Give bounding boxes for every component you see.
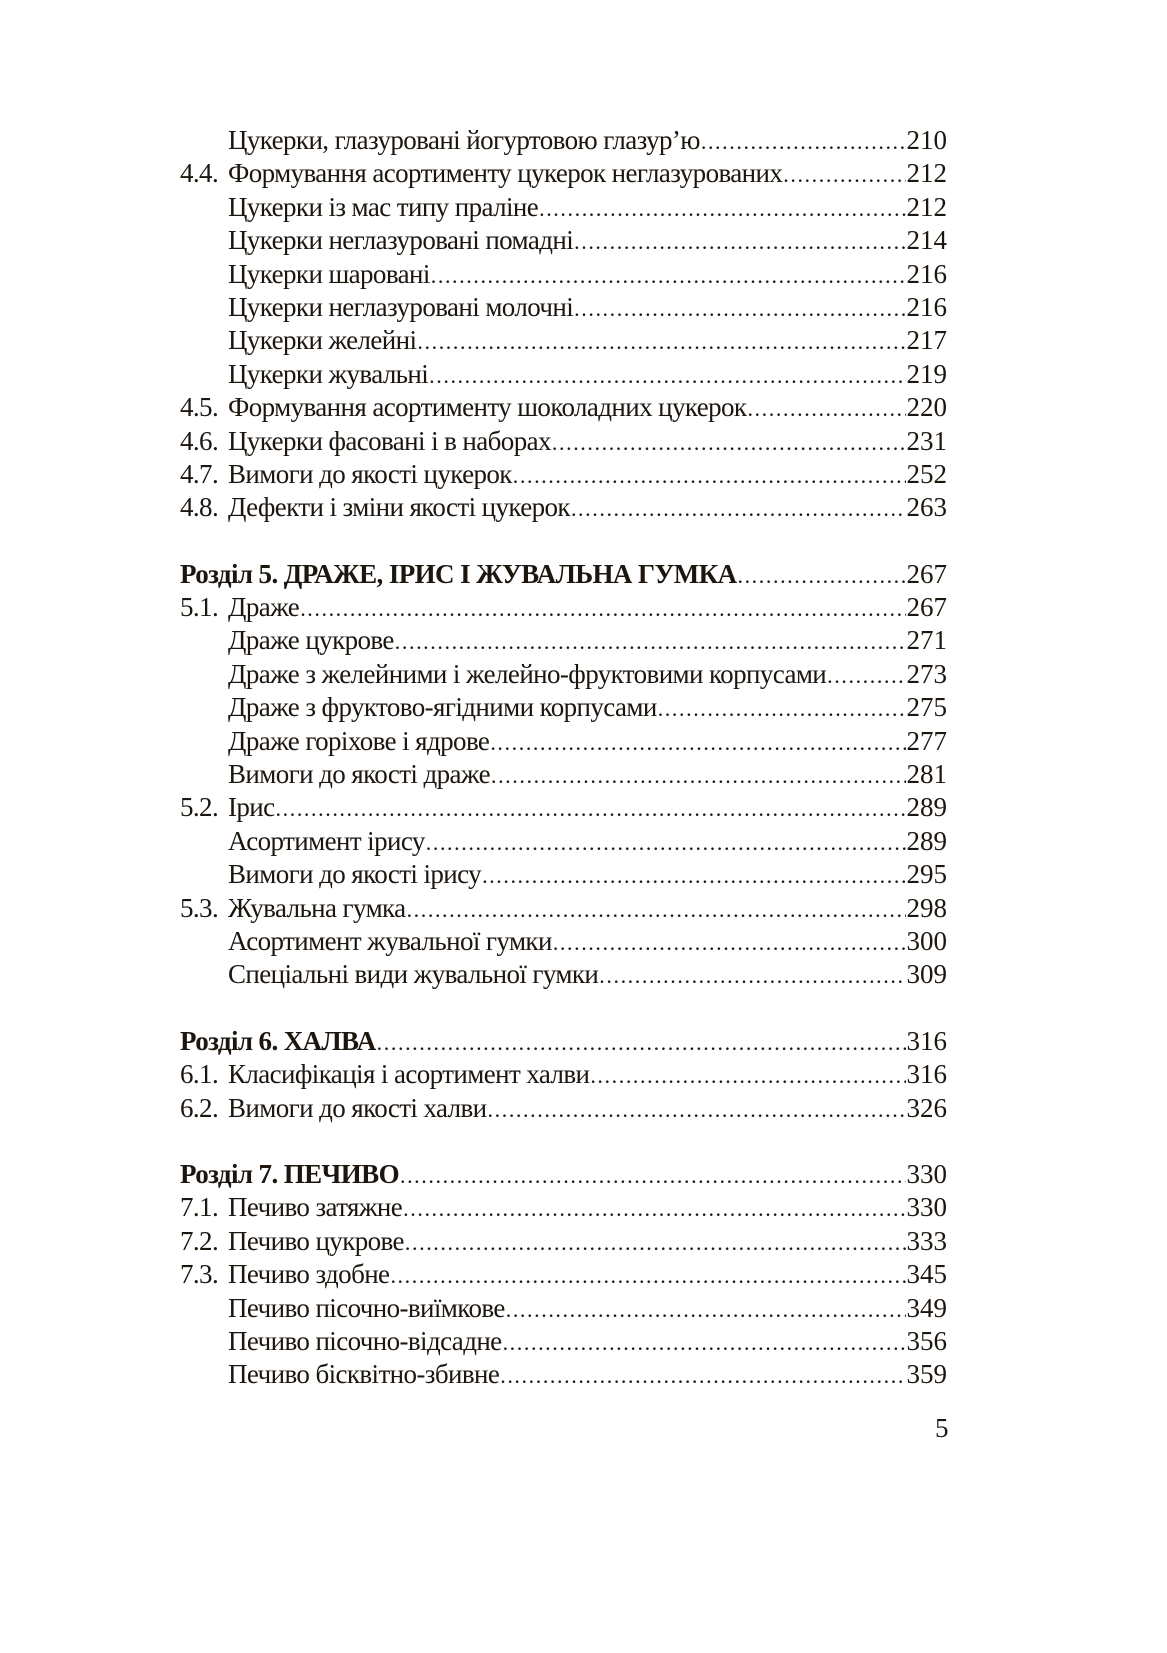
toc-entry-page: 295: [906, 859, 947, 890]
toc-entry-title: Печиво здобне: [228, 1259, 390, 1290]
toc-subsection-entry[interactable]: [180, 825, 947, 858]
toc-entry-number: 7.1.: [180, 1192, 219, 1223]
dot-leader: [482, 859, 905, 891]
toc-entry-page: 212: [906, 158, 947, 189]
toc-entry-title: Спеціальні види жувальної гумки: [228, 959, 599, 990]
toc-entry-title: Драже горіхове і ядрове: [228, 725, 490, 756]
toc-entry-page: 345: [906, 1259, 947, 1290]
toc-group-chapter-4-continued: [180, 124, 947, 525]
dot-leader: [539, 192, 905, 224]
toc-subsection-entry[interactable]: [180, 758, 947, 791]
toc-section-entry[interactable]: [180, 157, 947, 190]
toc-chapter-heading[interactable]: [180, 558, 947, 591]
toc-entry-page: 216: [906, 258, 947, 289]
toc-entry-number: 6.1.: [180, 1059, 219, 1090]
toc-entry-page: 219: [906, 358, 947, 389]
toc-entry-title: Драже цукрове: [228, 625, 394, 656]
dot-leader: [590, 1059, 905, 1091]
dot-leader: [395, 625, 906, 657]
toc-entry-title: Печиво пісочно-виїмкове: [228, 1292, 505, 1323]
toc-entry-title: Асортимент ірису: [228, 825, 425, 856]
toc-entry-title: Цукерки неглазуровані помадні: [228, 225, 574, 256]
toc-subsection-entry[interactable]: [180, 191, 947, 224]
dot-leader: [506, 1293, 906, 1325]
toc-entry-page: 273: [906, 658, 947, 689]
toc-section-entry[interactable]: [180, 1092, 947, 1125]
dot-leader: [377, 1026, 906, 1058]
dot-leader: [431, 259, 906, 291]
toc-subsection-entry[interactable]: [180, 1358, 947, 1391]
dot-leader: [403, 1192, 905, 1224]
dot-leader: [300, 592, 905, 624]
toc-entry-page: 267: [906, 592, 947, 623]
toc-section-entry[interactable]: [180, 1058, 947, 1091]
toc-entry-title: Дефекти і зміни якості цукерок: [228, 492, 570, 523]
toc-entry-page: 309: [906, 959, 947, 990]
toc-entry-page: 316: [906, 1025, 947, 1056]
toc-entry-page: 216: [906, 291, 947, 322]
toc-entry-title: Цукерки із мас типу праліне: [228, 191, 539, 222]
toc-entry-number: 5.2.: [180, 792, 219, 823]
dot-leader: [747, 392, 905, 424]
toc-entry-title: Печиво цукрове: [228, 1225, 404, 1256]
toc-subsection-entry[interactable]: [180, 324, 947, 357]
toc-entry-page: 212: [906, 191, 947, 222]
dot-leader: [737, 559, 905, 591]
toc-entry-title: Жувальна гумка: [228, 892, 406, 923]
toc-entry-title: Формування асортименту шоколадних цукерок: [228, 392, 747, 423]
toc-entry-title: Вимоги до якості драже: [228, 759, 490, 790]
toc-section-entry[interactable]: [180, 1258, 947, 1291]
toc-entry-title: Розділ 7. ПЕЧИВО: [180, 1158, 399, 1189]
dot-leader: [429, 359, 905, 391]
dot-leader: [503, 1326, 906, 1358]
toc-section-entry[interactable]: [180, 391, 947, 424]
dot-leader: [490, 726, 905, 758]
toc-entry-title: Вимоги до якості халви: [228, 1092, 487, 1123]
toc-entry-title: Розділ 5. ДРАЖЕ, ІРИС І ЖУВАЛЬНА ГУМКА: [180, 558, 737, 589]
dot-leader: [407, 893, 906, 925]
toc-entry-page: 349: [906, 1292, 947, 1323]
dot-leader: [417, 325, 905, 357]
dot-leader: [783, 158, 905, 190]
toc-subsection-entry[interactable]: [180, 725, 947, 758]
toc-entry-page: 277: [906, 725, 947, 756]
dot-leader: [405, 1226, 906, 1258]
table-of-contents: [180, 124, 947, 1392]
toc-entry-page: 267: [906, 558, 947, 589]
toc-subsection-entry[interactable]: [180, 925, 947, 958]
toc-entry-page: 289: [906, 825, 947, 856]
toc-entry-number: 7.3.: [180, 1259, 219, 1290]
toc-entry-title: Цукерки желейні: [228, 325, 417, 356]
toc-subsection-entry[interactable]: [180, 258, 947, 291]
toc-entry-page: 333: [906, 1225, 947, 1256]
toc-entry-number: 7.2.: [180, 1225, 219, 1256]
toc-entry-title: Печиво пісочно-відсадне: [228, 1325, 502, 1356]
dot-leader: [553, 926, 906, 958]
toc-entry-title: Ірис: [228, 792, 275, 823]
toc-entry-title: Асортимент жувальної гумки: [228, 925, 552, 956]
toc-entry-title: Цукерки шаровані: [228, 258, 430, 289]
toc-entry-page: 316: [906, 1059, 947, 1090]
toc-entry-page: 263: [906, 492, 947, 523]
toc-entry-page: 214: [906, 225, 947, 256]
toc-entry-page: 281: [906, 759, 947, 790]
toc-entry-page: 326: [906, 1092, 947, 1123]
toc-entry-page: 298: [906, 892, 947, 923]
toc-entry-page: 217: [906, 325, 947, 356]
toc-entry-number: 5.1.: [180, 592, 219, 623]
toc-group-chapter-5: [180, 558, 947, 992]
dot-leader: [500, 1359, 905, 1391]
toc-entry-page: 271: [906, 625, 947, 656]
toc-subsection-entry[interactable]: [180, 124, 947, 157]
dot-leader: [827, 659, 905, 691]
toc-entry-page: 252: [906, 458, 947, 489]
toc-entry-page: 275: [906, 692, 947, 723]
toc-entry-title: Печиво бісквітно-збивне: [228, 1359, 500, 1390]
toc-entry-number: 4.6.: [180, 425, 219, 456]
toc-entry-page: 359: [906, 1359, 947, 1390]
toc-entry-number: 4.4.: [180, 158, 219, 189]
toc-entry-title: Драже: [228, 592, 300, 623]
toc-entry-page: 210: [906, 125, 947, 155]
toc-subsection-entry[interactable]: [180, 691, 947, 724]
dot-leader: [658, 692, 906, 724]
toc-section-entry[interactable]: [180, 1191, 947, 1224]
dot-leader: [390, 1259, 905, 1291]
dot-leader: [400, 1159, 906, 1191]
toc-section-entry[interactable]: [180, 892, 947, 925]
toc-entry-title: Цукерки неглазуровані молочні: [228, 291, 574, 322]
toc-section-entry[interactable]: [180, 791, 947, 824]
toc-subsection-entry[interactable]: [180, 291, 947, 324]
toc-chapter-heading[interactable]: [180, 1158, 947, 1191]
dot-leader: [276, 792, 906, 824]
dot-leader: [571, 492, 906, 524]
toc-entry-title: Драже з желейними і желейно-фруктовими корпусами: [228, 658, 827, 689]
dot-leader: [574, 225, 905, 257]
toc-entry-title: Формування асортименту цукерок неглазурованих: [228, 158, 783, 189]
toc-entry-page: 330: [906, 1192, 947, 1223]
toc-entry-page: 300: [906, 925, 947, 956]
toc-entry-title: Цукерки жувальні: [228, 358, 429, 389]
toc-group-chapter-6: [180, 1025, 947, 1125]
toc-section-entry[interactable]: [180, 425, 947, 458]
toc-section-entry[interactable]: [180, 491, 947, 524]
toc-section-entry[interactable]: [180, 591, 947, 624]
dot-leader: [574, 292, 905, 324]
toc-entry-number: 4.7.: [180, 458, 219, 489]
toc-entry-title: Печиво затяжне: [228, 1192, 403, 1223]
toc-entry-number: 4.8.: [180, 492, 219, 523]
toc-group-chapter-7: [180, 1158, 947, 1392]
toc-entry-number: 5.3.: [180, 892, 219, 923]
toc-entry-page: 220: [906, 392, 947, 423]
toc-entry-title: Цукерки фасовані і в наборах: [228, 425, 551, 456]
toc-subsection-entry[interactable]: [180, 224, 947, 257]
dot-leader: [552, 426, 906, 458]
dot-leader: [513, 459, 906, 491]
dot-leader: [491, 759, 906, 791]
dot-leader: [599, 959, 905, 991]
toc-subsection-entry[interactable]: [180, 1292, 947, 1325]
toc-chapter-heading[interactable]: [180, 1025, 947, 1058]
toc-entry-page: 231: [906, 425, 947, 456]
page-number: 5: [935, 1413, 949, 1443]
toc-entry-page: 289: [906, 792, 947, 823]
toc-entry-title: Вимоги до якості цукерок: [228, 458, 512, 489]
toc-entry-title: Класифікація і асортимент халви: [228, 1059, 590, 1090]
dot-leader: [701, 125, 906, 157]
toc-subsection-entry[interactable]: [180, 858, 947, 891]
toc-entry-title: Цукерки, глазуровані йогуртовою глазур’ю: [228, 125, 700, 155]
toc-subsection-entry[interactable]: [180, 358, 947, 391]
dot-leader: [488, 1093, 906, 1125]
toc-entry-number: 6.2.: [180, 1092, 219, 1123]
toc-subsection-entry[interactable]: [180, 1325, 947, 1358]
dot-leader: [426, 826, 906, 858]
toc-section-entry[interactable]: [180, 1225, 947, 1258]
toc-entry-title: Розділ 6. ХАЛВА: [180, 1025, 376, 1056]
toc-subsection-entry[interactable]: [180, 958, 947, 991]
toc-entry-title: Драже з фруктово-ягідними корпусами: [228, 692, 657, 723]
toc-entry-number: 4.5.: [180, 392, 219, 423]
toc-subsection-entry[interactable]: [180, 624, 947, 657]
toc-section-entry[interactable]: [180, 458, 947, 491]
toc-subsection-entry[interactable]: [180, 658, 947, 691]
toc-entry-title: Вимоги до якості ірису: [228, 859, 482, 890]
toc-entry-page: 330: [906, 1158, 947, 1189]
toc-entry-page: 356: [906, 1325, 947, 1356]
